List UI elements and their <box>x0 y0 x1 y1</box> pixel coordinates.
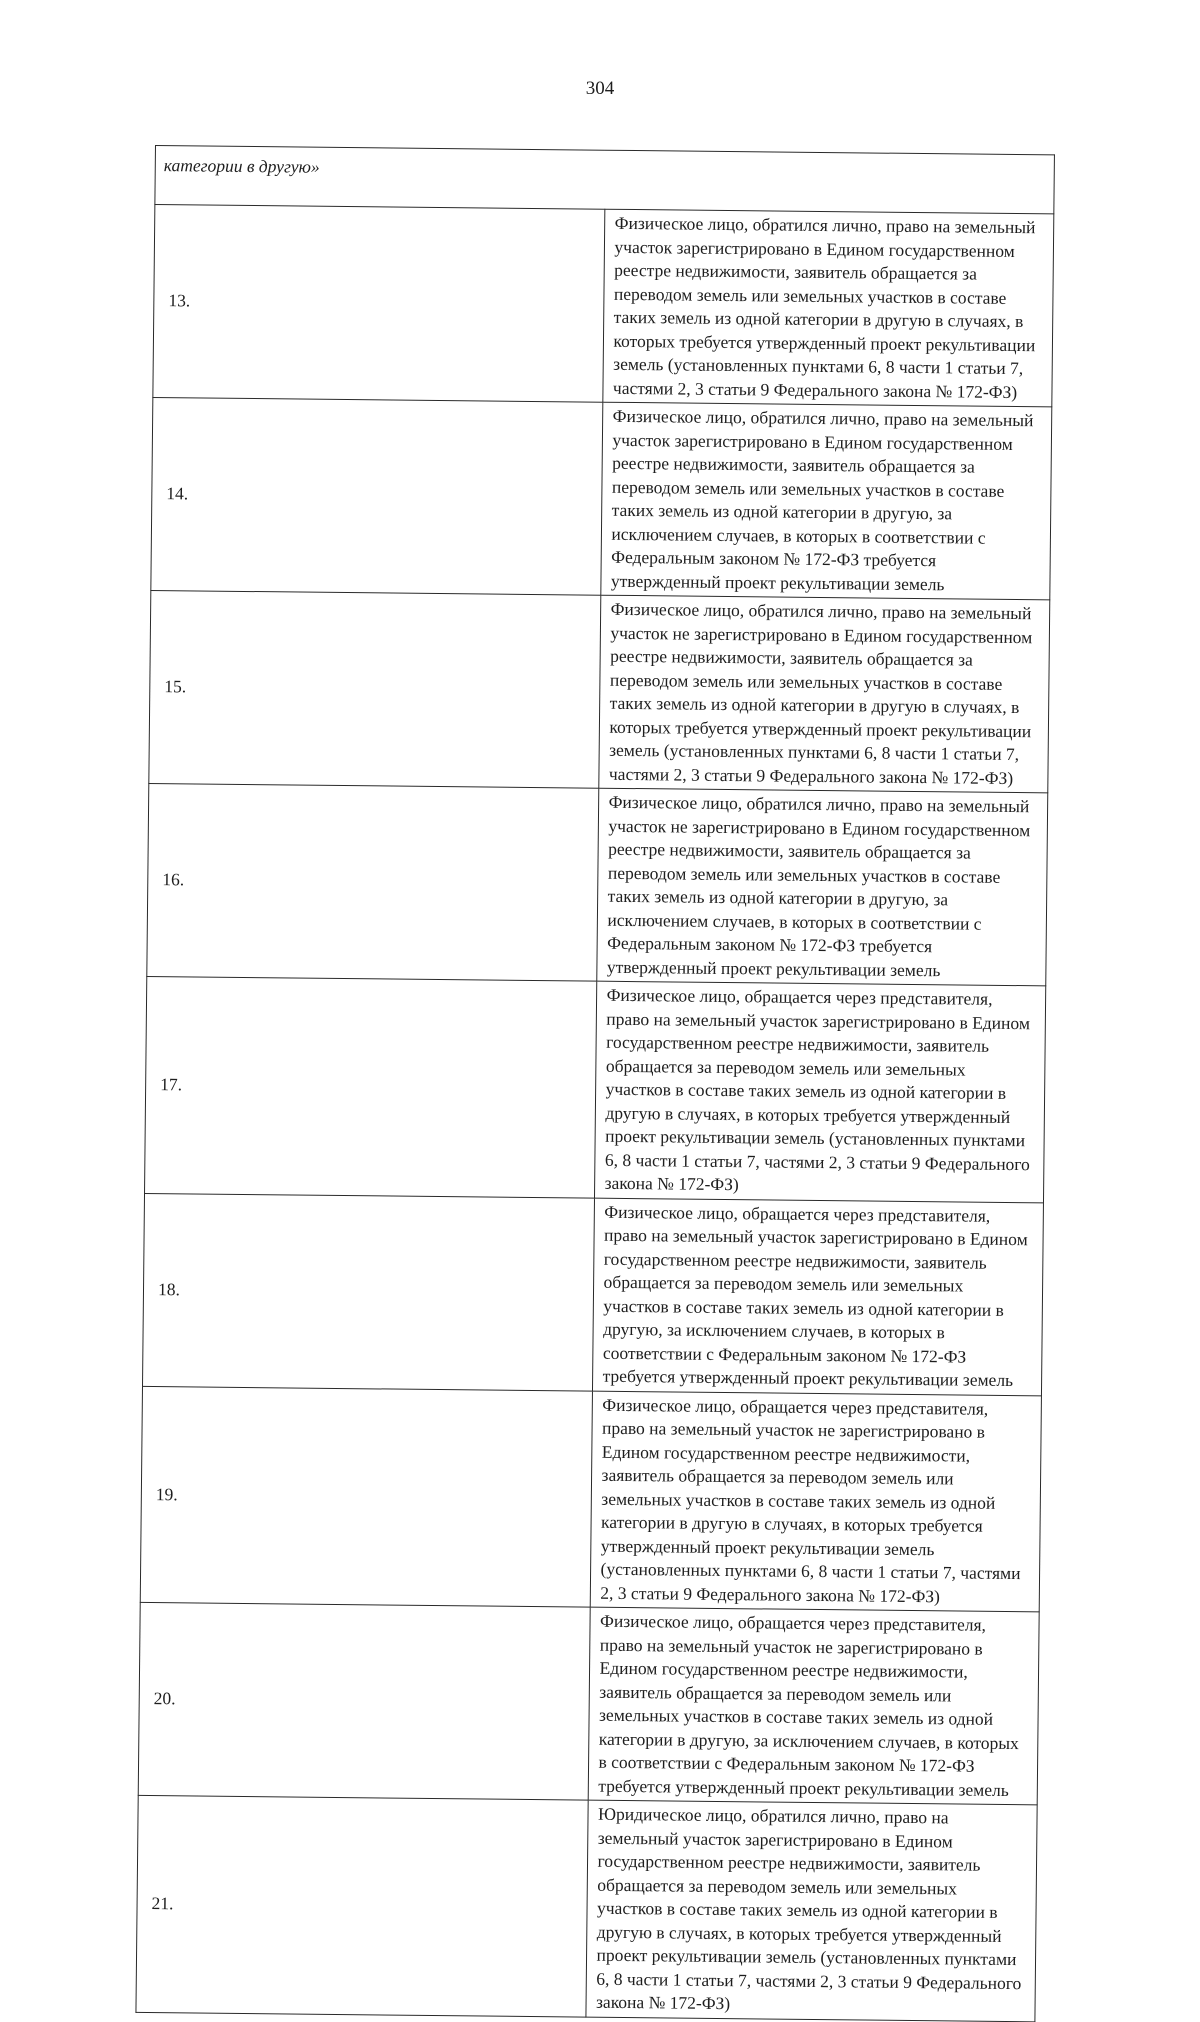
row-number: 13. <box>153 205 604 403</box>
table-row <box>138 1602 1039 1804</box>
table-row <box>140 1386 1041 1612</box>
row-number: 18. <box>143 1193 594 1391</box>
table-row <box>143 1193 1044 1395</box>
row-description: Физическое лицо, обратился лично, право на земельный участок не зарегистрировано в Едином государственном реестре недвижимости, заявитель обращается за переводом земель или земельных участков в составе таких земель из одной категории в другую в случаях, в которых требуется утвержденный проект рекультивации земель (установленных пунктами 6, 8 части 1 статьи 7, частями 2, 3 статьи 9 Федерального закона № 172-ФЗ) <box>598 595 1049 793</box>
row-number: 20. <box>138 1602 589 1800</box>
table-row <box>153 205 1054 407</box>
row-number: 19. <box>140 1386 592 1607</box>
variants-table <box>135 145 1055 2022</box>
row-description: Физическое лицо, обратился лично, право на земельный участок не зарегистрировано в Едином государственном реестре недвижимости, заявитель обращается за переводом земель или земельных участков в составе таких земель из одной категории в другую, за исключением случаев, в которых в соответствии с Федеральным законом № 172-ФЗ требуется утвержденный проект рекультивации земель <box>596 788 1047 986</box>
row-description: Физическое лицо, обращается через представителя, право на земельный участок не зарегистрировано в Едином государственном реестре недвижимости, заявитель обращается за переводом земель или земельных участков в составе таких земель из одной категории в другую, за исключением случаев, в которых в соответствии с Федеральным законом № 172-ФЗ требуется утвержденный проект рекультивации земель <box>588 1607 1039 1805</box>
header-continuation-text: категории в другую» <box>155 146 1055 214</box>
row-number: 15. <box>149 590 600 788</box>
row-number: 17. <box>145 976 597 1197</box>
table-row <box>147 783 1048 985</box>
row-description: Физическое лицо, обратился лично, право на земельный участок зарегистрировано в Едином государственном реестре недвижимости, заявитель обращается за переводом земель или земельных участков в составе таких земель из одной категории в другую, за исключением случаев, в которых в соответствии с Федеральным законом № 172-ФЗ требуется утвержденный проект рекультивации земель <box>600 402 1051 600</box>
row-description: Физическое лицо, обращается через представителя, право на земельный участок зарегистрировано в Едином государственном реестре недвижимости, заявитель обращается за переводом земель или земельных участков в составе таких земель из одной категории в другую, за исключением случаев, в которых в соответствии с Федеральным законом № 172-ФЗ требуется утвержденный проект рекультивации земель <box>592 1198 1043 1396</box>
row-number: 21. <box>136 1795 588 2016</box>
table-row <box>151 397 1052 599</box>
table-row <box>149 590 1050 792</box>
row-description: Юридическое лицо, обратился лично, право на земельный участок зарегистрировано в Едином государственном реестре недвижимости, заявитель обращается за переводом земель или земельных участков в составе таких земель из одной категории в другую в случаях, в которых требуется утвержденный проект рекультивации земель (установленных пунктами 6, 8 части 1 статьи 7, частями 2, 3 статьи 9 Федерального закона № 172-ФЗ) <box>585 1800 1037 2021</box>
table-header-row <box>155 146 1055 214</box>
row-number: 14. <box>151 397 602 595</box>
table-row <box>145 976 1046 1202</box>
table-row <box>136 1795 1037 2021</box>
page-number: 304 <box>585 78 615 99</box>
row-description: Физическое лицо, обратился лично, право на земельный участок зарегистрировано в Едином государственном реестре недвижимости, заявитель обращается за переводом земель или земельных участков в составе таких земель из одной категории в другую в случаях, в которых требуется утвержденный проект рекультивации земель (установленных пунктами 6, 8 части 1 статьи 7, частями 2, 3 статьи 9 Федерального закона № 172-ФЗ) <box>602 209 1053 407</box>
row-description: Физическое лицо, обращается через представителя, право на земельный участок не зарегистрировано в Едином государственном реестре недвижимости, заявитель обращается за переводом земель или земельных участков в составе таких земель из одной категории в другую в случаях, в которых требуется утвержденный проект рекультивации земель (установленных пунктами 6, 8 части 1 статьи 7, частями 2, 3 статьи 9 Федерального закона № 172-ФЗ) <box>590 1391 1042 1612</box>
row-number: 16. <box>147 783 598 981</box>
row-description: Физическое лицо, обращается через представителя, право на земельный участок зарегистрировано в Едином государственном реестре недвижимости, заявитель обращается за переводом земель или земельных участков в составе таких земель из одной категории в другую в случаях, в которых требуется утвержденный проект рекультивации земель (установленных пунктами 6, 8 части 1 статьи 7, частями 2, 3 статьи 9 Федерального закона № 172-ФЗ) <box>594 981 1046 1202</box>
